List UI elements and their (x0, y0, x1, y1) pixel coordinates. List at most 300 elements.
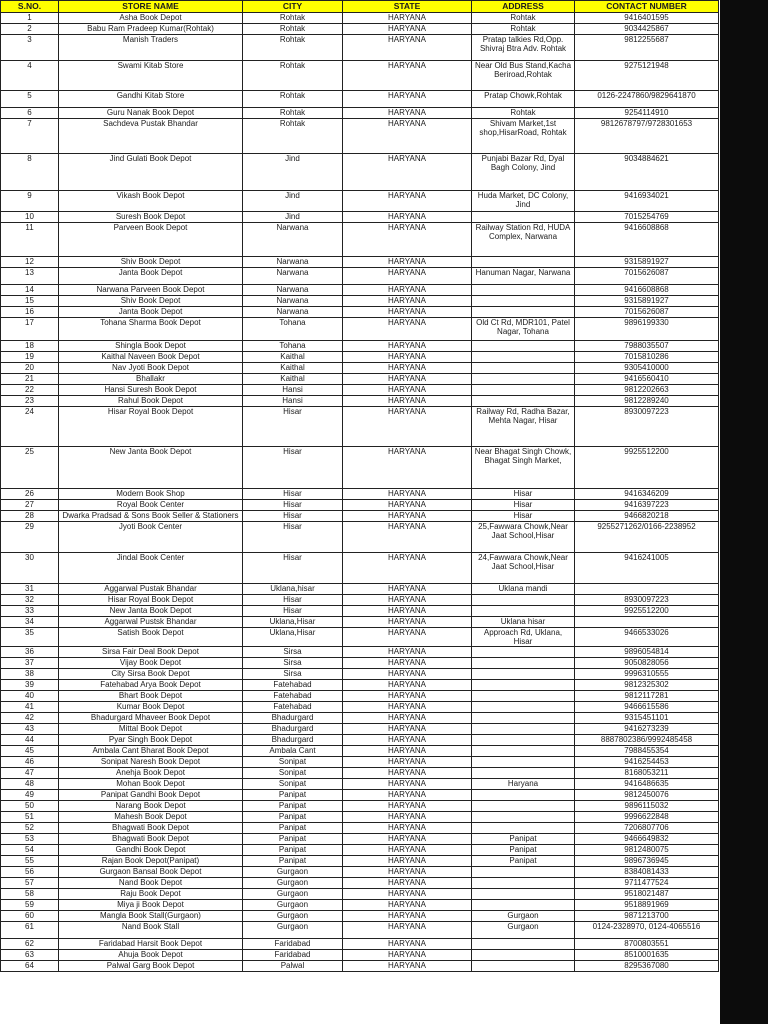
cell-state: HARYANA (343, 856, 472, 867)
cell-city: Tohana (243, 341, 343, 352)
cell-city: Hisar (243, 500, 343, 511)
table-row (1, 691, 719, 702)
cell-city: Hisar (243, 606, 343, 617)
cell-city: Narwana (243, 223, 343, 257)
cell-state: HARYANA (343, 768, 472, 779)
cell-store-name: Asha Book Depot (59, 13, 243, 24)
cell-state: HARYANA (343, 285, 472, 296)
cell-sno: 50 (1, 801, 59, 812)
cell-contact: 9812255687 (575, 35, 719, 61)
cell-sno: 55 (1, 856, 59, 867)
cell-store-name: Parveen Book Depot (59, 223, 243, 257)
cell-store-name: Narwana Parveen Book Depot (59, 285, 243, 296)
table-row (1, 713, 719, 724)
cell-sno: 61 (1, 922, 59, 939)
cell-state: HARYANA (343, 746, 472, 757)
cell-state: HARYANA (343, 735, 472, 746)
cell-state: HARYANA (343, 724, 472, 735)
table-row (1, 950, 719, 961)
cell-store-name: Nav Jyoti Book Depot (59, 363, 243, 374)
header-sno: S.NO. (1, 1, 59, 13)
cell-address (472, 595, 575, 606)
cell-state: HARYANA (343, 108, 472, 119)
cell-state: HARYANA (343, 489, 472, 500)
cell-contact: 9305410000 (575, 363, 719, 374)
cell-sno: 6 (1, 108, 59, 119)
cell-sno: 23 (1, 396, 59, 407)
table-row (1, 702, 719, 713)
cell-city: Faridabad (243, 950, 343, 961)
cell-contact: 8510001635 (575, 950, 719, 961)
cell-address (472, 352, 575, 363)
cell-store-name: Hisar Royal Book Depot (59, 407, 243, 447)
cell-state: HARYANA (343, 889, 472, 900)
cell-city: Kaithal (243, 352, 343, 363)
cell-store-name: New Janta Book Depot (59, 447, 243, 489)
cell-city: Narwana (243, 285, 343, 296)
cell-store-name: Vikash Book Depot (59, 191, 243, 212)
cell-address (472, 647, 575, 658)
table-row (1, 285, 719, 296)
cell-address: Gurgaon (472, 911, 575, 922)
table-row (1, 212, 719, 223)
cell-store-name: Suresh Book Depot (59, 212, 243, 223)
cell-city: Hansi (243, 385, 343, 396)
cell-address (472, 950, 575, 961)
cell-state: HARYANA (343, 617, 472, 628)
cell-sno: 17 (1, 318, 59, 341)
cell-city: Rohtak (243, 35, 343, 61)
cell-contact: 9255271262/0166-2238952 (575, 522, 719, 553)
cell-store-name: Nand Book Stall (59, 922, 243, 939)
cell-city: Rohtak (243, 108, 343, 119)
cell-city: Gurgaon (243, 889, 343, 900)
cell-store-name: Sachdeva Pustak Bhandar (59, 119, 243, 154)
cell-city: Panipat (243, 834, 343, 845)
cell-city: Gurgaon (243, 922, 343, 939)
cell-contact: 9315891927 (575, 257, 719, 268)
cell-sno: 42 (1, 713, 59, 724)
cell-store-name: Shiv Book Depot (59, 296, 243, 307)
cell-store-name: Manish Traders (59, 35, 243, 61)
cell-state: HARYANA (343, 702, 472, 713)
cell-sno: 38 (1, 669, 59, 680)
cell-state: HARYANA (343, 628, 472, 647)
cell-contact: 9466615586 (575, 702, 719, 713)
cell-store-name: Mittal Book Depot (59, 724, 243, 735)
cell-address (472, 713, 575, 724)
cell-contact (575, 584, 719, 595)
cell-contact: 7015254769 (575, 212, 719, 223)
cell-sno: 20 (1, 363, 59, 374)
cell-contact: 9034884621 (575, 154, 719, 191)
cell-state: HARYANA (343, 191, 472, 212)
cell-store-name: Jyoti Book Center (59, 522, 243, 553)
cell-state: HARYANA (343, 834, 472, 845)
cell-address (472, 801, 575, 812)
cell-sno: 39 (1, 680, 59, 691)
table-row (1, 834, 719, 845)
table-row (1, 812, 719, 823)
cell-address (472, 702, 575, 713)
cell-address: 24,Fawwara Chowk,Near Jaat School,Hisar (472, 553, 575, 584)
cell-city: Sonipat (243, 757, 343, 768)
cell-state: HARYANA (343, 296, 472, 307)
cell-state: HARYANA (343, 658, 472, 669)
cell-sno: 36 (1, 647, 59, 658)
cell-address (472, 735, 575, 746)
cell-city: Palwal (243, 961, 343, 972)
cell-state: HARYANA (343, 713, 472, 724)
table-row (1, 628, 719, 647)
cell-contact: 7988035507 (575, 341, 719, 352)
cell-contact: 9466533026 (575, 628, 719, 647)
cell-address (472, 823, 575, 834)
cell-city: Sirsa (243, 647, 343, 658)
cell-store-name: Shiv Book Depot (59, 257, 243, 268)
cell-store-name: Vijay Book Depot (59, 658, 243, 669)
cell-sno: 30 (1, 553, 59, 584)
cell-store-name: Kaithal Naveen Book Depot (59, 352, 243, 363)
cell-state: HARYANA (343, 13, 472, 24)
cell-sno: 56 (1, 867, 59, 878)
cell-state: HARYANA (343, 867, 472, 878)
cell-store-name: Rahul Book Depot (59, 396, 243, 407)
cell-address: Panipat (472, 845, 575, 856)
cell-state: HARYANA (343, 268, 472, 285)
cell-sno: 28 (1, 511, 59, 522)
cell-address (472, 307, 575, 318)
cell-sno: 5 (1, 91, 59, 108)
cell-address (472, 374, 575, 385)
cell-sno: 54 (1, 845, 59, 856)
cell-state: HARYANA (343, 680, 472, 691)
cell-store-name: Guru Nanak Book Depot (59, 108, 243, 119)
table-row (1, 396, 719, 407)
cell-state: HARYANA (343, 119, 472, 154)
cell-city: Hisar (243, 511, 343, 522)
cell-address (472, 900, 575, 911)
cell-state: HARYANA (343, 823, 472, 834)
cell-store-name: Aggarwal Pustsk Bhandar (59, 617, 243, 628)
cell-sno: 14 (1, 285, 59, 296)
cell-store-name: Royal Book Center (59, 500, 243, 511)
cell-store-name: Pyar Singh Book Depot (59, 735, 243, 746)
cell-contact: 9896736945 (575, 856, 719, 867)
table-body (1, 13, 719, 972)
cell-sno: 22 (1, 385, 59, 396)
cell-city: Faridabad (243, 939, 343, 950)
cell-sno: 31 (1, 584, 59, 595)
table-row (1, 823, 719, 834)
cell-city: Rohtak (243, 91, 343, 108)
cell-store-name: Fatehabad Arya Book Depot (59, 680, 243, 691)
table-row (1, 553, 719, 584)
cell-city: Jind (243, 191, 343, 212)
cell-contact: 8384081433 (575, 867, 719, 878)
cell-store-name: Bhadurgard Mhaveer Book Depot (59, 713, 243, 724)
cell-sno: 40 (1, 691, 59, 702)
cell-state: HARYANA (343, 878, 472, 889)
cell-sno: 59 (1, 900, 59, 911)
table-row (1, 900, 719, 911)
cell-sno: 18 (1, 341, 59, 352)
cell-city: Bhadurgard (243, 724, 343, 735)
cell-city: Kaithal (243, 374, 343, 385)
cell-sno: 8 (1, 154, 59, 191)
cell-contact: 9466820218 (575, 511, 719, 522)
cell-address: Huda Market, DC Colony, Jind (472, 191, 575, 212)
cell-contact: 9812202663 (575, 385, 719, 396)
table-row (1, 108, 719, 119)
cell-city: Panipat (243, 801, 343, 812)
cell-contact: 9050828056 (575, 658, 719, 669)
cell-state: HARYANA (343, 447, 472, 489)
cell-sno: 34 (1, 617, 59, 628)
cell-address (472, 606, 575, 617)
cell-city: Hisar (243, 522, 343, 553)
cell-contact: 9896199330 (575, 318, 719, 341)
cell-state: HARYANA (343, 341, 472, 352)
cell-address: Rohtak (472, 108, 575, 119)
cell-state: HARYANA (343, 257, 472, 268)
cell-address (472, 724, 575, 735)
cell-address: Hisar (472, 511, 575, 522)
cell-store-name: Raju Book Depot (59, 889, 243, 900)
table-row (1, 489, 719, 500)
cell-contact: 7206807706 (575, 823, 719, 834)
cell-address (472, 396, 575, 407)
cell-store-name: Ahuja Book Depot (59, 950, 243, 961)
cell-city: Bhadurgard (243, 735, 343, 746)
cell-contact: 8168053211 (575, 768, 719, 779)
cell-store-name: Bhallakr (59, 374, 243, 385)
table-row (1, 500, 719, 511)
table-row (1, 658, 719, 669)
table-row (1, 13, 719, 24)
cell-contact: 0126-2247860/9829641870 (575, 91, 719, 108)
cell-state: HARYANA (343, 595, 472, 606)
table-row (1, 385, 719, 396)
cell-sno: 41 (1, 702, 59, 713)
table-row (1, 867, 719, 878)
cell-city: Panipat (243, 856, 343, 867)
table-row (1, 790, 719, 801)
cell-store-name: Jindal Book Center (59, 553, 243, 584)
cell-store-name: Dwarka Pradsad & Sons Book Seller & Stationers (59, 511, 243, 522)
cell-contact: 9416934021 (575, 191, 719, 212)
cell-sno: 4 (1, 61, 59, 91)
cell-store-name: Satish Book Depot (59, 628, 243, 647)
cell-address (472, 812, 575, 823)
table-row (1, 154, 719, 191)
cell-store-name: City Sirsa Book Depot (59, 669, 243, 680)
table-row (1, 61, 719, 91)
cell-city: Gurgaon (243, 911, 343, 922)
cell-state: HARYANA (343, 584, 472, 595)
cell-store-name: Mangla Book Stall(Gurgaon) (59, 911, 243, 922)
cell-address (472, 939, 575, 950)
table-row (1, 746, 719, 757)
header-store-name: STORE NAME (59, 1, 243, 13)
cell-state: HARYANA (343, 900, 472, 911)
cell-address: 25,Fawwara Chowk,Near Jaat School,Hisar (472, 522, 575, 553)
cell-address: Panipat (472, 856, 575, 867)
cell-state: HARYANA (343, 779, 472, 790)
cell-state: HARYANA (343, 790, 472, 801)
cell-address: Near Bhagat Singh Chowk, Bhagat Singh Market, (472, 447, 575, 489)
cell-address: Uklana mandi (472, 584, 575, 595)
cell-sno: 63 (1, 950, 59, 961)
cell-sno: 49 (1, 790, 59, 801)
cell-address (472, 285, 575, 296)
cell-store-name: Mohan Book Depot (59, 779, 243, 790)
cell-state: HARYANA (343, 757, 472, 768)
table-row (1, 724, 719, 735)
table-row (1, 878, 719, 889)
cell-sno: 43 (1, 724, 59, 735)
table-row (1, 307, 719, 318)
cell-state: HARYANA (343, 307, 472, 318)
cell-sno: 57 (1, 878, 59, 889)
cell-state: HARYANA (343, 385, 472, 396)
cell-state: HARYANA (343, 24, 472, 35)
cell-store-name: Jind Gulati Book Depot (59, 154, 243, 191)
cell-address (472, 669, 575, 680)
cell-sno: 9 (1, 191, 59, 212)
cell-state: HARYANA (343, 91, 472, 108)
cell-contact: 9416560410 (575, 374, 719, 385)
table-row (1, 257, 719, 268)
cell-sno: 35 (1, 628, 59, 647)
cell-contact: 9711477524 (575, 878, 719, 889)
cell-address: Pratap Chowk,Rohtak (472, 91, 575, 108)
cell-address: Near Old Bus Stand,Kacha Beriroad,Rohtak (472, 61, 575, 91)
table-row (1, 889, 719, 900)
cell-sno: 60 (1, 911, 59, 922)
cell-city: Gurgaon (243, 900, 343, 911)
table-row (1, 669, 719, 680)
cell-store-name: Sirsa Fair Deal Book Depot (59, 647, 243, 658)
cell-state: HARYANA (343, 669, 472, 680)
cell-store-name: Hansi Suresh Book Depot (59, 385, 243, 396)
cell-address: Panipat (472, 834, 575, 845)
cell-contact: 9416401595 (575, 13, 719, 24)
cell-contact: 9896054814 (575, 647, 719, 658)
table-row (1, 374, 719, 385)
cell-address (472, 691, 575, 702)
cell-store-name: Babu Ram Pradeep Kumar(Rohtak) (59, 24, 243, 35)
cell-contact: 9416397223 (575, 500, 719, 511)
cell-store-name: Tohana Sharma Book Depot (59, 318, 243, 341)
table-row (1, 352, 719, 363)
cell-state: HARYANA (343, 154, 472, 191)
cell-state: HARYANA (343, 500, 472, 511)
cell-sno: 37 (1, 658, 59, 669)
cell-contact: 9416608868 (575, 285, 719, 296)
cell-state: HARYANA (343, 606, 472, 617)
cell-state: HARYANA (343, 61, 472, 91)
cell-address (472, 341, 575, 352)
cell-state: HARYANA (343, 961, 472, 972)
cell-contact: 9315451101 (575, 713, 719, 724)
cell-state: HARYANA (343, 553, 472, 584)
cell-contact: 9275121948 (575, 61, 719, 91)
cell-contact: 9416486635 (575, 779, 719, 790)
cell-sno: 13 (1, 268, 59, 285)
cell-contact: 8295367080 (575, 961, 719, 972)
cell-sno: 25 (1, 447, 59, 489)
table-row (1, 911, 719, 922)
cell-store-name: Nand Book Depot (59, 878, 243, 889)
cell-city: Hisar (243, 595, 343, 606)
cell-store-name: Palwal Garg Book Depot (59, 961, 243, 972)
cell-state: HARYANA (343, 522, 472, 553)
cell-city: Fatehabad (243, 691, 343, 702)
cell-state: HARYANA (343, 950, 472, 961)
cell-contact: 9034425867 (575, 24, 719, 35)
cell-address: Gurgaon (472, 922, 575, 939)
cell-city: Rohtak (243, 24, 343, 35)
cell-city: Hansi (243, 396, 343, 407)
cell-store-name: New Janta Book Depot (59, 606, 243, 617)
cell-address: Hisar (472, 489, 575, 500)
cell-sno: 12 (1, 257, 59, 268)
cell-address: Uklana hisar (472, 617, 575, 628)
cell-contact: 9416346209 (575, 489, 719, 500)
cell-store-name: Modern Book Shop (59, 489, 243, 500)
cell-sno: 2 (1, 24, 59, 35)
cell-state: HARYANA (343, 922, 472, 939)
cell-city: Rohtak (243, 13, 343, 24)
cell-address: Approach Rd, Uklana, Hisar (472, 628, 575, 647)
cell-contact (575, 617, 719, 628)
table-row (1, 91, 719, 108)
cell-store-name: Bhagwati Book Depot (59, 834, 243, 845)
cell-sno: 58 (1, 889, 59, 900)
cell-address: Punjabi Bazar Rd, Dyal Bagh Colony, Jind (472, 154, 575, 191)
cell-city: Tohana (243, 318, 343, 341)
cell-contact: 9254114910 (575, 108, 719, 119)
cell-sno: 3 (1, 35, 59, 61)
cell-city: Rohtak (243, 61, 343, 91)
cell-store-name: Panipat Gandhi Book Depot (59, 790, 243, 801)
cell-contact: 9416608868 (575, 223, 719, 257)
cell-store-name: Mahesh Book Depot (59, 812, 243, 823)
cell-state: HARYANA (343, 812, 472, 823)
cell-city: Jind (243, 154, 343, 191)
cell-state: HARYANA (343, 35, 472, 61)
cell-city: Sonipat (243, 768, 343, 779)
cell-sno: 10 (1, 212, 59, 223)
table-row (1, 768, 719, 779)
cell-contact: 9812325302 (575, 680, 719, 691)
table-row (1, 856, 719, 867)
cell-contact: 9925512200 (575, 447, 719, 489)
cell-sno: 51 (1, 812, 59, 823)
cell-store-name: Narang Book Depot (59, 801, 243, 812)
table-row (1, 757, 719, 768)
cell-state: HARYANA (343, 845, 472, 856)
cell-city: Sonipat (243, 779, 343, 790)
cell-address (472, 746, 575, 757)
table-row (1, 779, 719, 790)
cell-sno: 64 (1, 961, 59, 972)
cell-contact: 8700803551 (575, 939, 719, 950)
cell-city: Ambala Cant (243, 746, 343, 757)
table-row (1, 268, 719, 285)
cell-address (472, 878, 575, 889)
